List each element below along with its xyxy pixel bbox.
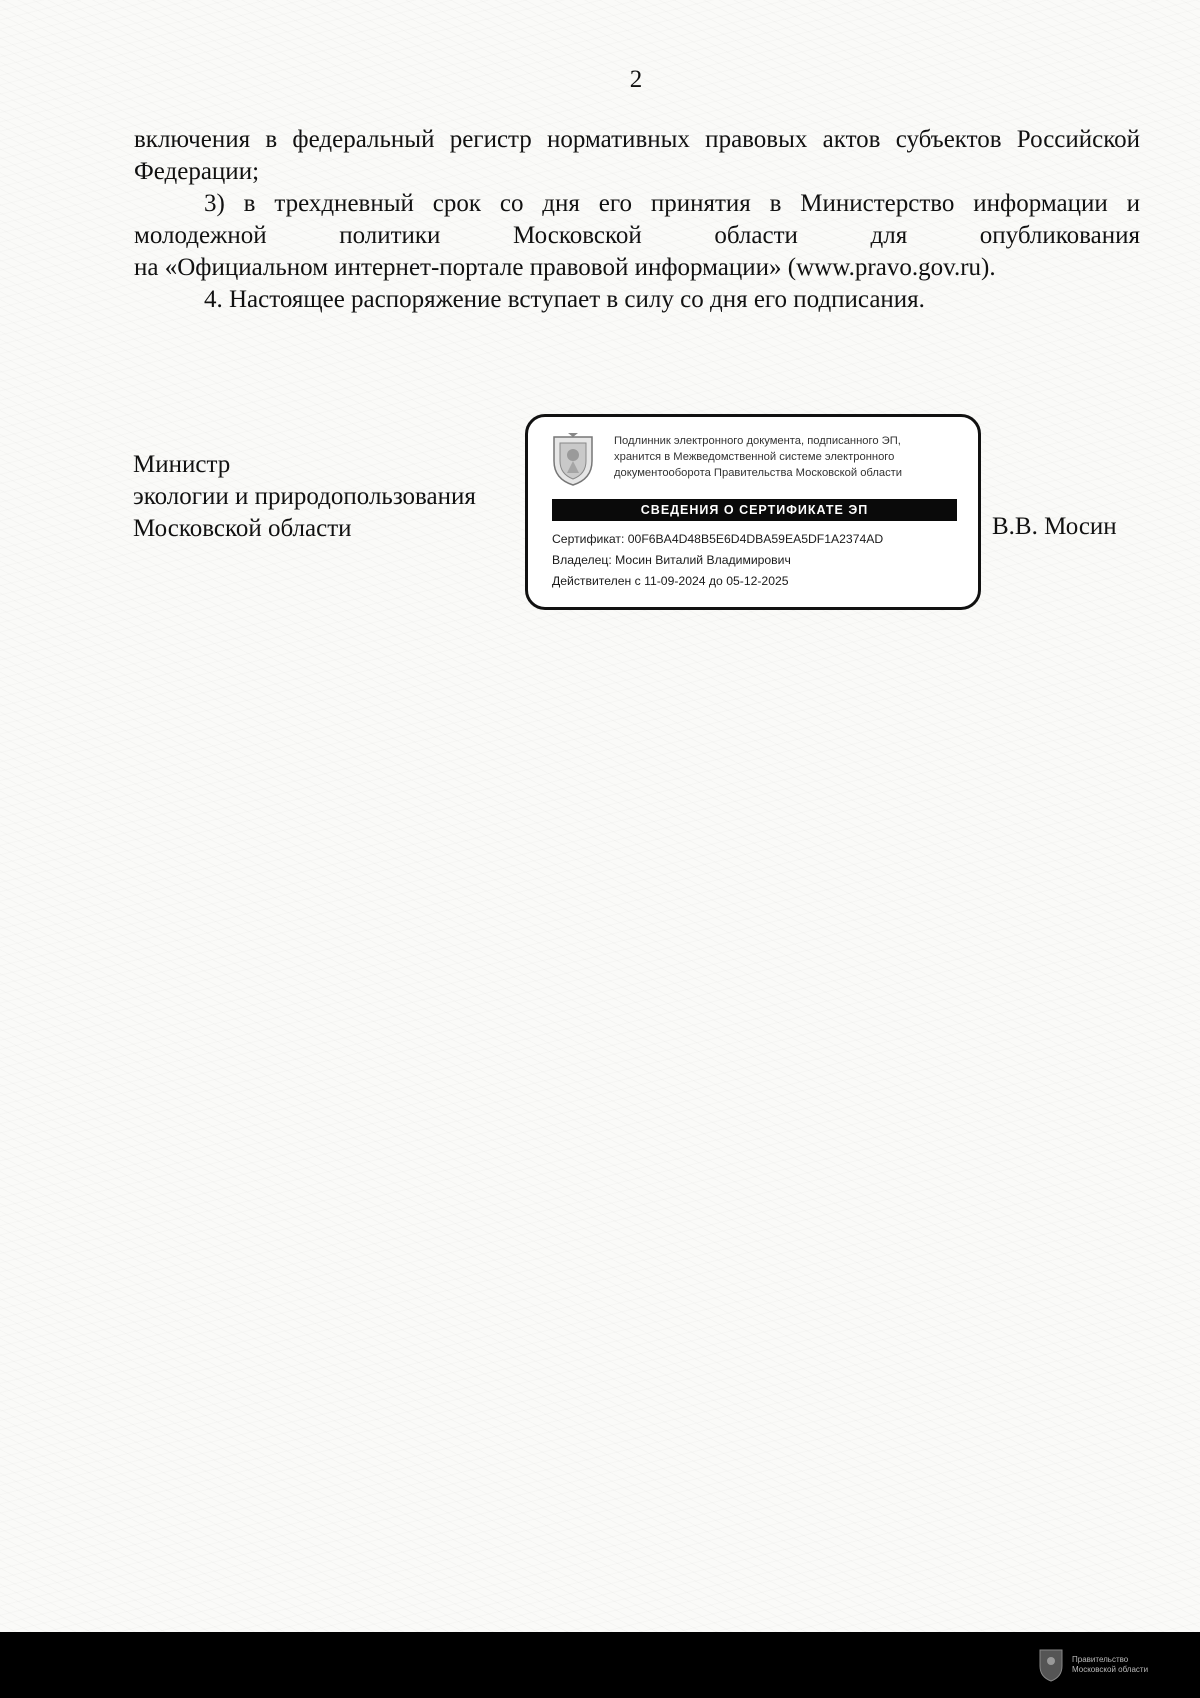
certificate-owner: Владелец: Мосин Виталий Владимирович — [552, 553, 791, 567]
footer-emblem-icon — [1038, 1646, 1064, 1682]
signer-title-line: экологии и природопользования — [133, 483, 476, 510]
page-number: 2 — [629, 66, 643, 93]
signer-name: В.В. Мосин — [992, 513, 1117, 540]
stamp-band-title: СВЕДЕНИЯ О СЕРТИФИКАТЕ ЭП — [552, 499, 957, 521]
footer-logo-line: Московской области — [1072, 1665, 1149, 1674]
footer-logo — [1038, 1646, 1168, 1686]
stamp-details — [552, 529, 972, 592]
signer-title-line: Московской области — [133, 515, 352, 542]
document-body — [134, 124, 1140, 316]
stamp-header-line: Подлинник электронного документа, подписанного ЭП, — [614, 435, 901, 447]
signer-title — [133, 449, 476, 545]
footer-logo-line: Правительство — [1072, 1655, 1129, 1664]
paragraph-item-3-continued: на «Официальном интернет-портале правовой информации» (www.pravo.gov.ru). — [134, 254, 996, 281]
footer-logo-text — [1072, 1655, 1148, 1675]
scan-bottom-bar — [0, 1632, 1200, 1698]
signer-title-line: Министр — [133, 451, 231, 478]
stamp-header-line: документооборота Правительства Московской области — [614, 467, 903, 479]
certificate-validity: Действителен с 11-09-2024 до 05-12-2025 — [552, 574, 789, 588]
certificate-number: Сертификат: 00F6BA4D48B5E6D4DBA59EA5DF1A2374AD — [552, 532, 884, 546]
paragraph-register: включения в федеральный регистр нормативных правовых актов субъектов Российской Федерации; — [134, 126, 1140, 185]
coat-of-arms-icon — [550, 431, 596, 487]
paragraph-item-3: 3) в трехдневный срок со дня его принятия в Министерство информации и молодежной политики Московской области для опубликования — [134, 190, 1140, 249]
electronic-signature-stamp — [525, 414, 981, 610]
stamp-header-text — [614, 433, 974, 481]
stamp-header-line: хранится в Межведомственной системе электронного — [614, 451, 895, 463]
paragraph-item-4: 4. Настоящее распоряжение вступает в силу со дня его подписания. — [204, 286, 925, 313]
